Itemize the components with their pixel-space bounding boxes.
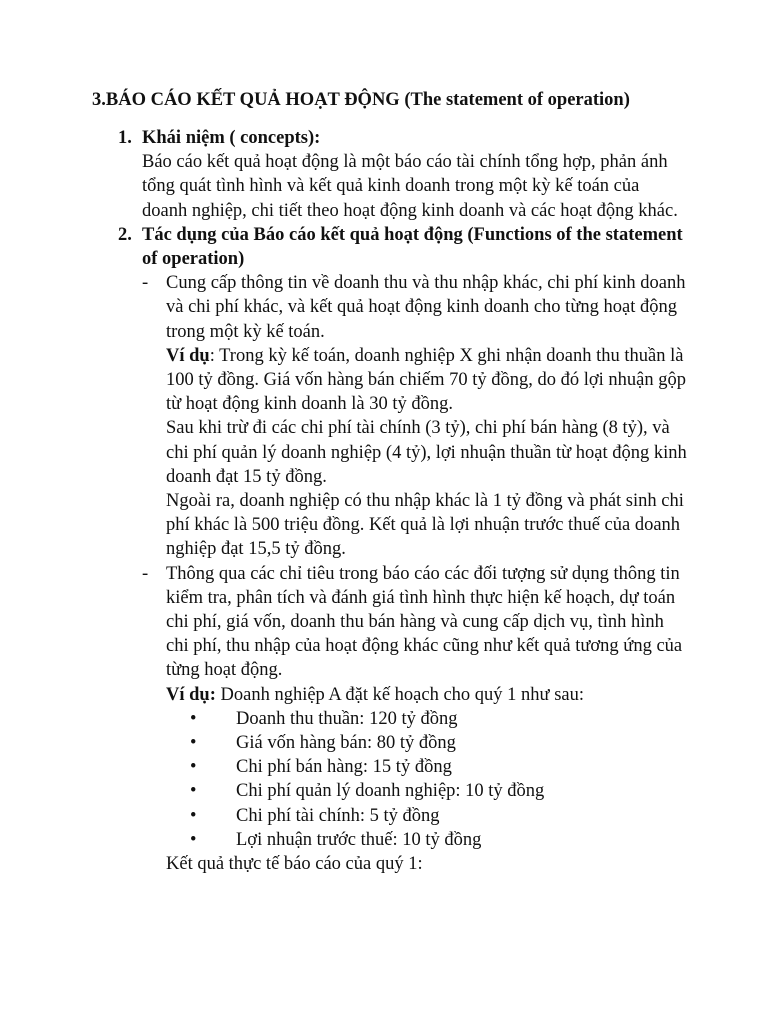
section-heading: Tác dụng của Báo cáo kết quả hoạt động (Functions of the statement of operation) [142,224,683,270]
section-functions [92,223,688,876]
list-item [166,779,688,803]
bullet-marker: • [190,757,197,778]
section-concepts [92,126,688,223]
example-text: : Trong kỳ kế toán, doanh nghiệp X ghi nhận doanh thu thuần là 100 tỷ đồng. Giá vốn hàng bán chiếm 70 tỷ đồng, do đó lợi nhuận gộp từ hoạt động kinh doanh là 30 tỷ đồng. [166,345,687,415]
actual-results-intro: Kết quả thực tế báo cáo của quý 1: [166,854,423,875]
list-item [166,828,688,852]
example-text: Doanh nghiệp A đặt kế hoạch cho quý 1 như sau: [215,684,585,705]
bullet-marker: • [190,829,197,850]
document-title: 3.BÁO CÁO KẾT QUẢ HOẠT ĐỘNG (The statement of operation) [92,90,630,110]
function-text: Cung cấp thông tin về doanh thu và thu nhập khác, chi phí kinh doanh và chi phí khác, và kết quả hoạt động kinh doanh cho từng hoạt động trong một kỳ kế toán. [166,273,686,342]
section-number: 2. [118,224,132,245]
section-number: 1. [118,128,132,148]
bullet-marker: • [190,805,197,826]
example-paragraph [166,683,688,707]
bullet-text: Doanh thu thuần: 120 tỷ đồng [236,708,458,729]
list-item [166,755,688,779]
section-heading: Khái niệm ( concepts): [142,128,321,148]
bullet-text: Giá vốn hàng bán: 80 tỷ đồng [236,733,456,754]
function-item-1 [142,271,688,561]
list-item [166,731,688,755]
concept-paragraph: Báo cáo kết quả hoạt động là một báo cáo tài chính tổng hợp, phản ánh tổng quát tình hình và kết quả kinh doanh trong một kỳ kế toán của doanh nghiệp, chi tiết theo hoạt động kinh doanh và các hoạt động khác. [142,152,678,221]
section-body [142,126,688,223]
function-item-body [166,271,688,561]
bullet-text: Chi phí bán hàng: 15 tỷ đồng [236,757,452,778]
bullet-marker: • [190,781,197,802]
dash-marker: - [142,563,149,584]
example-paragraph [166,344,688,417]
bullet-text: Lợi nhuận trước thuế: 10 tỷ đồng [236,829,482,850]
function-text: Thông qua các chỉ tiêu trong báo cáo các đối tượng sử dụng thông tin kiểm tra, phân tích và đánh giá tình hình thực hiện kế hoạch, dự toán chi phí, giá vốn, doanh thu bán hàng và cung cấp dịch vụ, tình hình chi phí, thu nhập của hoạt động khác cũng như kết quả tương ứng của từng hoạt động. [166,563,683,681]
dash-marker: - [142,273,149,294]
function-item-body [166,562,688,877]
list-item [166,707,688,731]
function-item-2 [142,562,688,877]
bullet-marker: • [190,708,197,729]
example-continuation: Ngoài ra, doanh nghiệp có thu nhập khác là 1 tỷ đồng và phát sinh chi phí khác là 500 triệu đồng. Kết quả là lợi nhuận trước thuế của doanh nghiệp đạt 15,5 tỷ đồng. [166,491,684,560]
list-item [166,804,688,828]
example-label: Ví dụ [166,345,210,366]
plan-bullet-list [166,707,688,852]
bullet-text: Chi phí tài chính: 5 tỷ đồng [236,805,440,826]
example-label: Ví dụ: [166,684,216,705]
bullet-marker: • [190,733,197,754]
section-body [142,223,688,876]
example-continuation: Sau khi trừ đi các chi phí tài chính (3 tỷ), chi phí bán hàng (8 tỷ), và chi phí quản lý doanh nghiệp (4 tỷ), lợi nhuận thuần từ hoạt động kinh doanh đạt 15 tỷ đồng. [166,418,687,487]
bullet-text: Chi phí quản lý doanh nghiệp: 10 tỷ đồng [236,781,545,802]
